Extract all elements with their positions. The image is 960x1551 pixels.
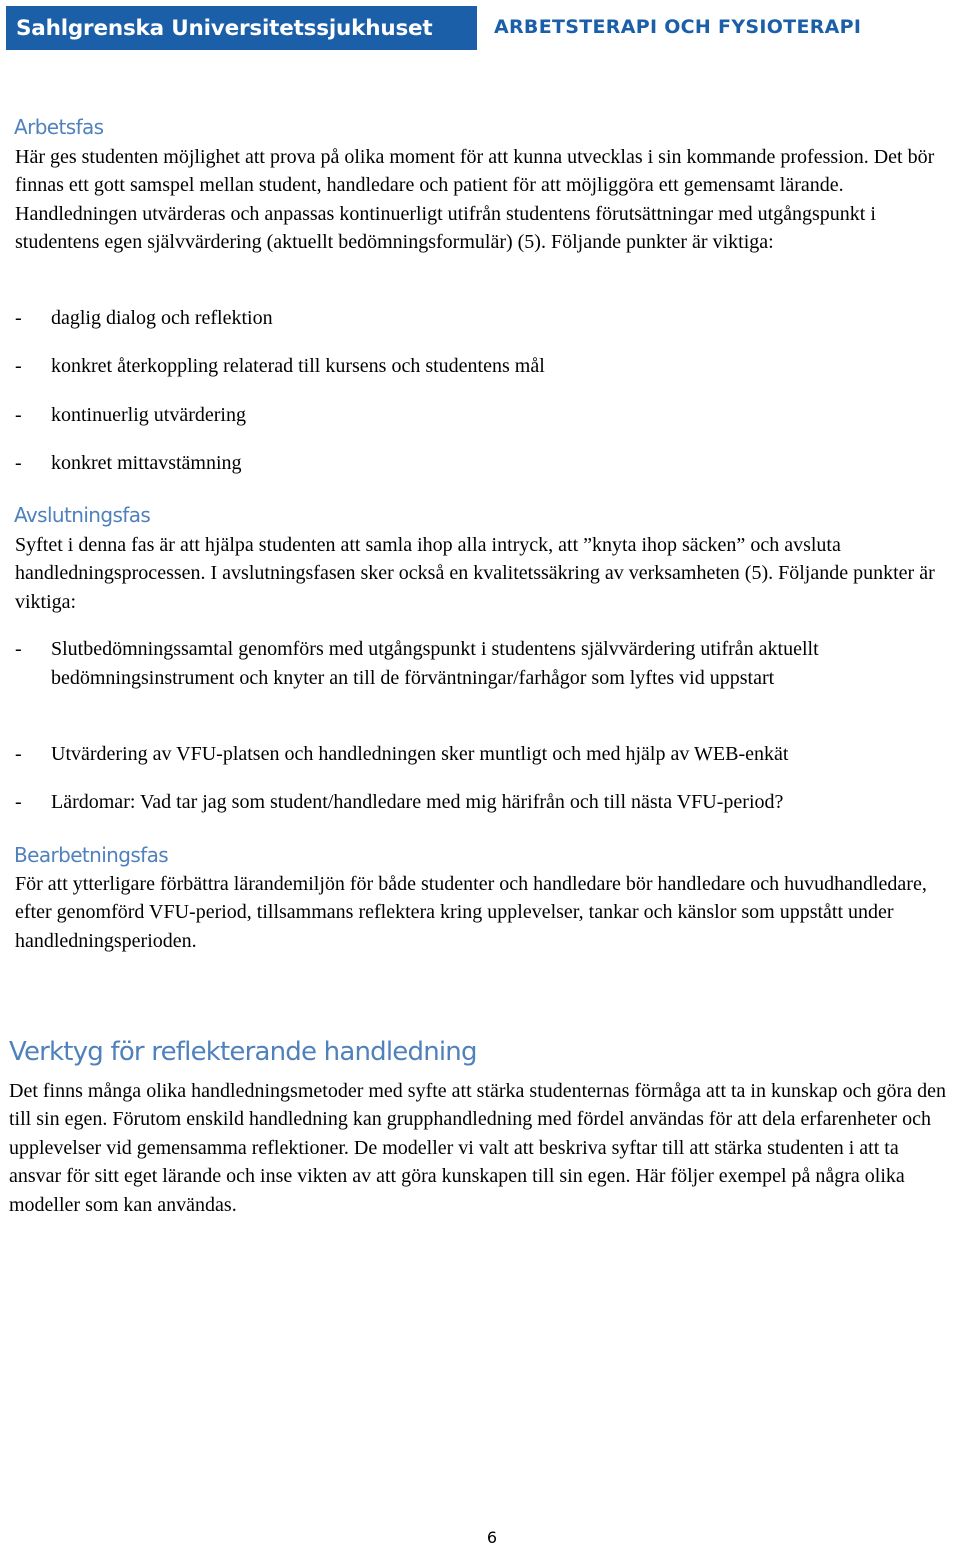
list-item <box>15 304 955 333</box>
department-name: ARBETSTERAPI OCH FYSIOTERAPI <box>494 16 862 38</box>
paragraph-bearbetningsfas: För att ytterligare förbättra lärandemiljön för både studenter och handledare bör handledare och huvudhandledare, efter genomförd VFU-period, tillsammans reflektera kring upplevelser, tankar och känslor som uppstått under handledningsperioden. <box>15 873 927 952</box>
bullet-marker: - <box>15 452 22 474</box>
paragraph-arbetsfas: Här ges studenten möjlighet att prova på olika moment för att kunna utvecklas i sin kommande profession. Det bör finnas ett gott samspel mellan student, handledare och patient för att möjliggöra ett gemensamt lärande. Handledningen utvärderas och anpassas kontinuerligt utifrån studentens förutsättningar med utgångspunkt i studentens egen självvärdering (aktuellt bedömningsformulär) (5). Följande punkter är viktiga: <box>15 146 935 254</box>
list-item <box>15 352 955 381</box>
bullet-marker: - <box>15 791 22 813</box>
bullet-marker: - <box>15 638 22 660</box>
bullet-marker: - <box>15 307 22 329</box>
page-number: 6 <box>486 1528 498 1547</box>
heading-verktyg: Verktyg för reflekterande handledning <box>9 1037 477 1067</box>
list-item <box>15 401 955 430</box>
list-item <box>15 449 955 478</box>
bullet-marker: - <box>15 404 22 426</box>
heading-arbetsfas: Arbetsfas <box>14 115 104 139</box>
list-item-text: Slutbedömningssamtal genomförs med utgångspunkt i studentens självvärdering utifrån aktuellt bedömningsinstrument och knyter an till de förväntningar/farhågor som lyftes vid uppstart <box>51 638 819 689</box>
heading-avslutningsfas: Avslutningsfas <box>14 503 151 527</box>
paragraph-verktyg: Det finns många olika handledningsmetoder med syfte att stärka studenternas förmåga att ta in kunskap och göra den till sin egen. Förutom enskild handledning kan grupphandledning med fördel användas för att dela erfarenheter och upplevelser vid gemensamma reflektioner. De modeller vi valt att beskriva syftar till att stärka studenten i att ta ansvar för sitt eget lärande och inse vikten av att göra kunskapen till sin egen. Här följer exempel på några olika modeller som kan användas. <box>9 1080 946 1216</box>
list-item-text: Utvärdering av VFU-platsen och handledningen sker muntligt och med hjälp av WEB-enkät <box>51 743 789 765</box>
paragraph-avslutningsfas: Syftet i denna fas är att hjälpa studenten att samla ihop alla intryck, att ”knyta ihop säcken” och avsluta handledningsprocessen. I avslutningsfasen sker också en kvalitetssäkring av verksamheten (5). Följande punkter är viktiga: <box>15 534 935 613</box>
list-item-text: kontinuerlig utvärdering <box>51 404 246 426</box>
list-item-text: Lärdomar: Vad tar jag som student/handledare med mig härifrån och till nästa VFU-period? <box>51 791 784 813</box>
list-item-text: daglig dialog och reflektion <box>51 307 273 329</box>
institution-banner <box>6 6 477 50</box>
list-item <box>15 740 955 769</box>
list-item-text: konkret återkoppling relaterad till kursens och studentens mål <box>51 355 545 377</box>
bullet-marker: - <box>15 355 22 377</box>
list-item <box>15 788 955 817</box>
institution-name: Sahlgrenska Universitetssjukhuset <box>16 15 433 41</box>
list-item <box>15 635 955 692</box>
bullet-marker: - <box>15 743 22 765</box>
list-item-text: konkret mittavstämning <box>51 452 242 474</box>
heading-bearbetningsfas: Bearbetningsfas <box>14 843 169 867</box>
